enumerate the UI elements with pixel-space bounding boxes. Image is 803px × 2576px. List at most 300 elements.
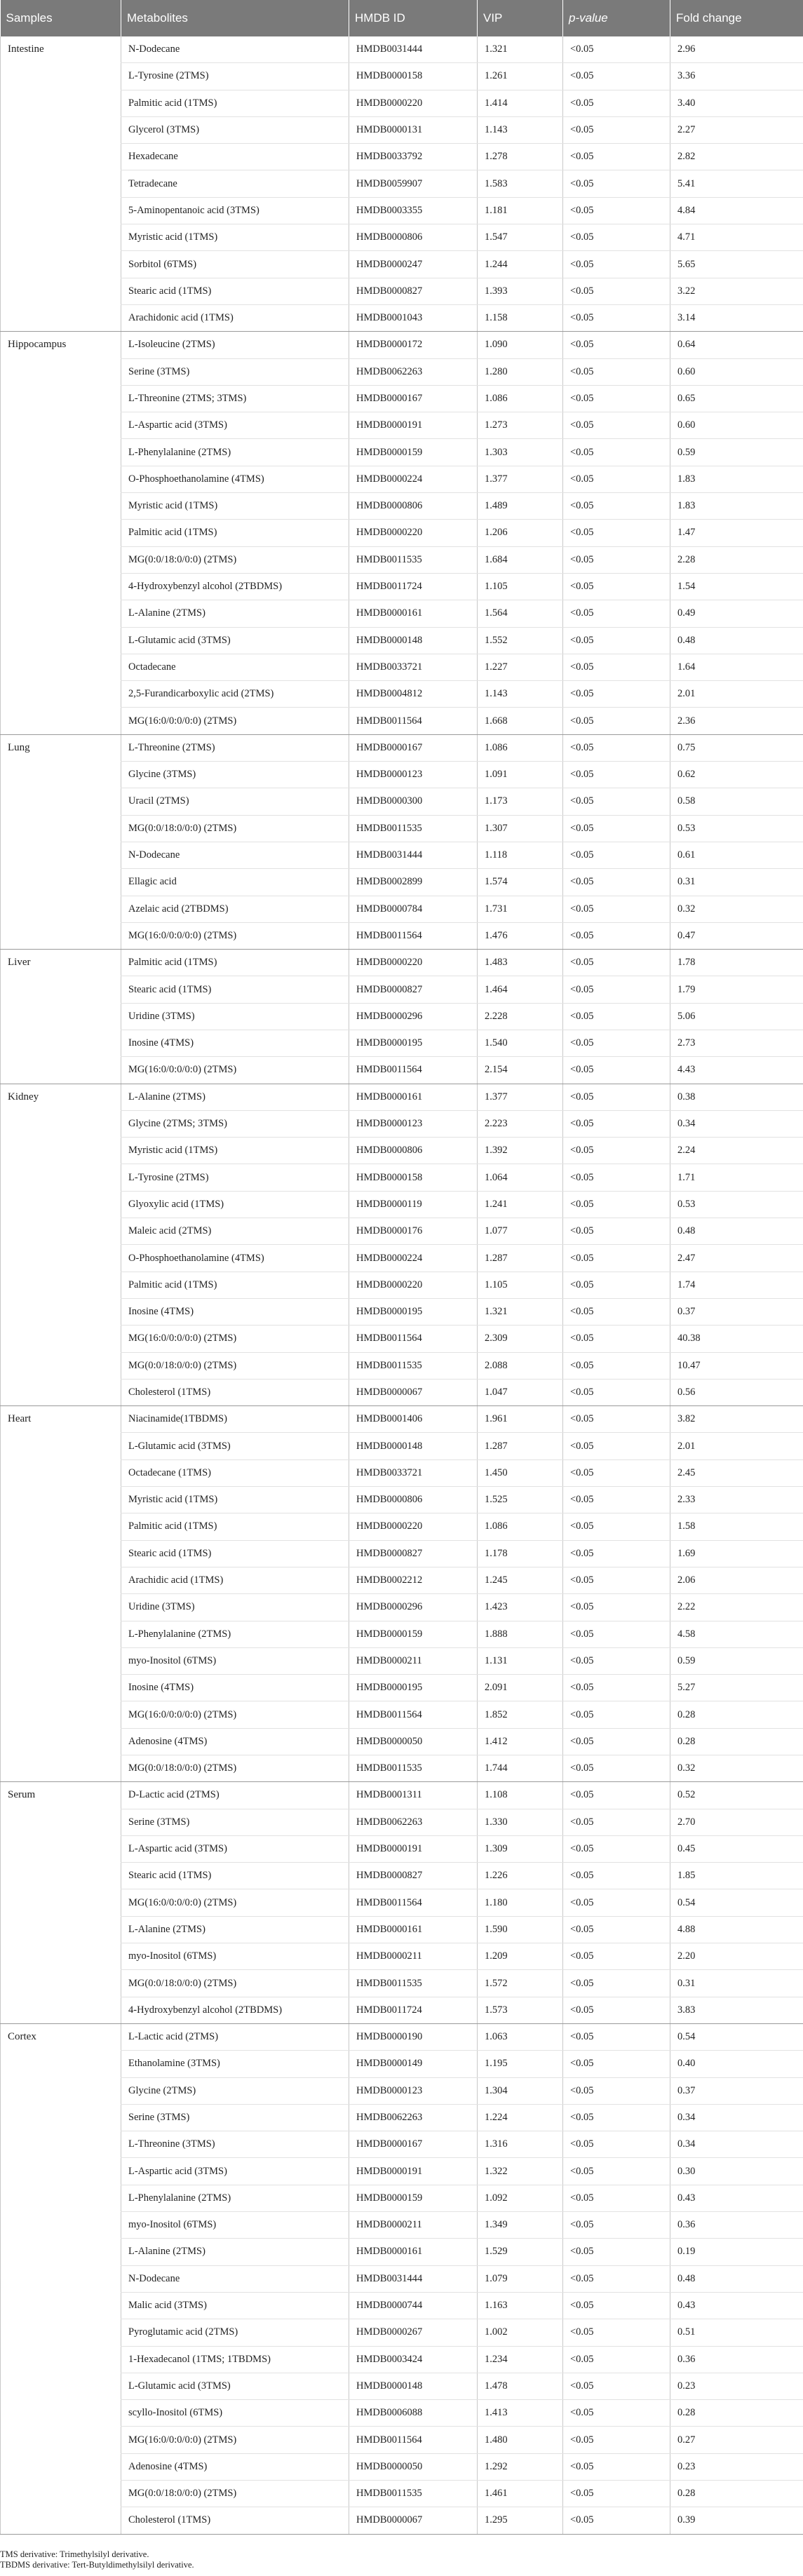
fold-change-cell: 3.82 <box>670 1406 803 1433</box>
p-value-cell: <0.05 <box>563 520 670 546</box>
vip-cell: 1.961 <box>478 1406 563 1433</box>
p-value-cell: <0.05 <box>563 734 670 761</box>
fold-change-cell: 0.59 <box>670 1647 803 1674</box>
table-row <box>1 63 803 90</box>
fold-change-cell: 2.47 <box>670 1245 803 1272</box>
vip-cell: 1.330 <box>478 1809 563 1835</box>
fold-change-cell: 0.53 <box>670 815 803 842</box>
p-value-cell: <0.05 <box>563 1433 670 1459</box>
metabolite-cell: N-Dodecane <box>121 2265 349 2292</box>
metabolite-cell: Stearic acid (1TMS) <box>121 1863 349 1889</box>
p-value-cell: <0.05 <box>563 815 670 842</box>
metabolite-cell: myo-Inositol (6TMS) <box>121 1943 349 1970</box>
fold-change-cell: 0.60 <box>670 358 803 385</box>
table-row <box>1 573 803 600</box>
p-value-cell: <0.05 <box>563 2104 670 2131</box>
fold-change-cell: 4.43 <box>670 1057 803 1084</box>
p-value-cell: <0.05 <box>563 1406 670 1433</box>
fold-change-cell: 0.27 <box>670 2427 803 2453</box>
header-samples: Samples <box>1 0 121 36</box>
metabolite-cell: Palmitic acid (1TMS) <box>121 90 349 116</box>
fold-change-cell: 0.53 <box>670 1191 803 1218</box>
hmdb-id-cell: HMDB0001311 <box>349 1782 478 1809</box>
fold-change-cell: 0.28 <box>670 1701 803 1728</box>
vip-cell: 1.261 <box>478 63 563 90</box>
metabolite-cell: D-Lactic acid (2TMS) <box>121 1782 349 1809</box>
footnotes <box>0 2549 194 2570</box>
hmdb-id-cell: HMDB0000148 <box>349 2373 478 2399</box>
fold-change-cell: 0.36 <box>670 2346 803 2373</box>
metabolite-cell: Myristic acid (1TMS) <box>121 1487 349 1513</box>
sample-cell: Heart <box>1 1406 121 1782</box>
header-p-value: p-value <box>563 0 670 36</box>
metabolite-cell: L-Threonine (2TMS) <box>121 734 349 761</box>
table-row <box>1 332 803 358</box>
table-row <box>1 1567 803 1593</box>
fold-change-cell: 0.52 <box>670 1782 803 1809</box>
table-row <box>1 1406 803 1433</box>
sample-cell: Liver <box>1 950 121 1084</box>
hmdb-id-cell: HMDB0000167 <box>349 734 478 761</box>
fold-change-cell: 0.40 <box>670 2051 803 2077</box>
vip-cell: 1.744 <box>478 1755 563 1782</box>
fold-change-cell: 40.38 <box>670 1326 803 1352</box>
metabolite-cell: Cholesterol (1TMS) <box>121 1379 349 1405</box>
table-row <box>1 1218 803 1245</box>
header-vip: VIP <box>478 0 563 36</box>
fold-change-cell: 2.70 <box>670 1809 803 1835</box>
fold-change-cell: 2.24 <box>670 1138 803 1164</box>
hmdb-id-cell: HMDB0000149 <box>349 2051 478 2077</box>
fold-change-cell: 1.69 <box>670 1540 803 1567</box>
p-value-cell: <0.05 <box>563 1487 670 1513</box>
fold-change-cell: 0.37 <box>670 2077 803 2104</box>
table-row <box>1 2212 803 2239</box>
metabolite-cell: Arachidic acid (1TMS) <box>121 1567 349 1593</box>
hmdb-id-cell: HMDB0011535 <box>349 2481 478 2507</box>
vip-cell: 1.489 <box>478 493 563 520</box>
metabolite-cell: Arachidonic acid (1TMS) <box>121 304 349 331</box>
table-row <box>1 2400 803 2427</box>
fold-change-cell: 1.71 <box>670 1164 803 1191</box>
metabolite-cell: L-Glutamic acid (3TMS) <box>121 2373 349 2399</box>
hmdb-id-cell: HMDB0000220 <box>349 1272 478 1298</box>
table-row <box>1 842 803 868</box>
vip-cell: 1.105 <box>478 573 563 600</box>
vip-cell: 1.245 <box>478 1567 563 1593</box>
p-value-cell: <0.05 <box>563 2077 670 2104</box>
p-value-cell: <0.05 <box>563 1540 670 1567</box>
metabolite-cell: Glycine (2TMS) <box>121 2077 349 2104</box>
fold-change-cell: 2.28 <box>670 546 803 573</box>
fold-change-cell: 2.36 <box>670 708 803 734</box>
p-value-cell: <0.05 <box>563 1272 670 1298</box>
fold-change-cell: 0.64 <box>670 332 803 358</box>
hmdb-id-cell: HMDB0002899 <box>349 869 478 896</box>
hmdb-id-cell: HMDB0000220 <box>349 90 478 116</box>
vip-cell: 1.668 <box>478 708 563 734</box>
table-row <box>1 1326 803 1352</box>
hmdb-id-cell: HMDB0000191 <box>349 2158 478 2185</box>
table-body <box>1 36 803 2534</box>
metabolite-cell: MG(0:0/18:0/0:0) (2TMS) <box>121 1755 349 1782</box>
table-row <box>1 493 803 520</box>
vip-cell: 2.154 <box>478 1057 563 1084</box>
vip-cell: 1.047 <box>478 1379 563 1405</box>
sample-cell: Cortex <box>1 2023 121 2534</box>
vip-cell: 1.091 <box>478 762 563 788</box>
fold-change-cell: 2.20 <box>670 1943 803 1970</box>
p-value-cell: <0.05 <box>563 2185 670 2211</box>
table-row <box>1 1809 803 1835</box>
fold-change-cell: 0.32 <box>670 1755 803 1782</box>
p-value-cell: <0.05 <box>563 842 670 868</box>
metabolite-cell: L-Aspartic acid (3TMS) <box>121 1835 349 1862</box>
table-row <box>1 2023 803 2050</box>
vip-cell: 1.392 <box>478 1138 563 1164</box>
table-row <box>1 36 803 63</box>
fold-change-cell: 1.78 <box>670 950 803 976</box>
p-value-cell: <0.05 <box>563 1003 670 1030</box>
metabolite-cell: Inosine (4TMS) <box>121 1030 349 1056</box>
table-row <box>1 385 803 412</box>
metabolite-cell: Glyoxylic acid (1TMS) <box>121 1191 349 1218</box>
fold-change-cell: 0.34 <box>670 2131 803 2158</box>
hmdb-id-cell: HMDB0000191 <box>349 412 478 439</box>
hmdb-id-cell: HMDB0000191 <box>349 1835 478 1862</box>
metabolite-cell: MG(0:0/18:0/0:0) (2TMS) <box>121 546 349 573</box>
fold-change-cell: 0.75 <box>670 734 803 761</box>
hmdb-id-cell: HMDB0003424 <box>349 2346 478 2373</box>
table-row <box>1 1701 803 1728</box>
fold-change-cell: 2.01 <box>670 1433 803 1459</box>
table-row <box>1 2265 803 2292</box>
p-value-cell: <0.05 <box>563 1728 670 1755</box>
p-value-cell: <0.05 <box>563 1057 670 1084</box>
vip-cell: 1.303 <box>478 439 563 466</box>
vip-cell: 1.888 <box>478 1621 563 1647</box>
p-value-cell: <0.05 <box>563 2319 670 2346</box>
metabolite-cell: L-Tyrosine (2TMS) <box>121 1164 349 1191</box>
metabolite-cell: Inosine (4TMS) <box>121 1675 349 1701</box>
p-value-cell: <0.05 <box>563 708 670 734</box>
table-row <box>1 1433 803 1459</box>
p-value-cell: <0.05 <box>563 2265 670 2292</box>
metabolite-cell: Uridine (3TMS) <box>121 1594 349 1621</box>
vip-cell: 1.079 <box>478 2265 563 2292</box>
metabolite-cell: N-Dodecane <box>121 36 349 63</box>
p-value-cell: <0.05 <box>563 573 670 600</box>
p-value-cell: <0.05 <box>563 144 670 170</box>
p-value-cell: <0.05 <box>563 1835 670 1862</box>
vip-cell: 1.412 <box>478 1728 563 1755</box>
fold-change-cell: 0.31 <box>670 1970 803 1997</box>
hmdb-id-cell: HMDB0000172 <box>349 332 478 358</box>
fold-change-cell: 0.51 <box>670 2319 803 2346</box>
hmdb-id-cell: HMDB0062263 <box>349 2104 478 2131</box>
p-value-cell: <0.05 <box>563 2346 670 2373</box>
metabolite-cell: O-Phosphoethanolamine (4TMS) <box>121 466 349 492</box>
p-value-cell: <0.05 <box>563 654 670 680</box>
hmdb-id-cell: HMDB0004812 <box>349 681 478 708</box>
vip-cell: 1.292 <box>478 2453 563 2480</box>
vip-cell: 1.086 <box>478 1513 563 1540</box>
p-value-cell: <0.05 <box>563 385 670 412</box>
metabolite-cell: L-Aspartic acid (3TMS) <box>121 2158 349 2185</box>
vip-cell: 1.309 <box>478 1835 563 1862</box>
metabolite-cell: L-Threonine (2TMS; 3TMS) <box>121 385 349 412</box>
metabolite-cell: Sorbitol (6TMS) <box>121 251 349 278</box>
vip-cell: 1.525 <box>478 1487 563 1513</box>
vip-cell: 1.349 <box>478 2212 563 2239</box>
vip-cell: 1.476 <box>478 922 563 949</box>
fold-change-cell: 0.36 <box>670 2212 803 2239</box>
hmdb-id-cell: HMDB0000167 <box>349 385 478 412</box>
table-row <box>1 170 803 197</box>
fold-change-cell: 3.40 <box>670 90 803 116</box>
table-row <box>1 627 803 654</box>
hmdb-id-cell: HMDB0000195 <box>349 1298 478 1325</box>
hmdb-id-cell: HMDB0000119 <box>349 1191 478 1218</box>
vip-cell: 1.143 <box>478 116 563 143</box>
table-row <box>1 2373 803 2399</box>
hmdb-id-cell: HMDB0000161 <box>349 1084 478 1110</box>
p-value-cell: <0.05 <box>563 546 670 573</box>
table-row <box>1 251 803 278</box>
table-row <box>1 304 803 331</box>
metabolite-cell: Ethanolamine (3TMS) <box>121 2051 349 2077</box>
table-row <box>1 2185 803 2211</box>
fold-change-cell: 4.84 <box>670 197 803 224</box>
metabolite-cell: L-Alanine (2TMS) <box>121 1916 349 1943</box>
fold-change-cell: 0.28 <box>670 1728 803 1755</box>
p-value-cell: <0.05 <box>563 412 670 439</box>
fold-change-cell: 2.27 <box>670 116 803 143</box>
vip-cell: 1.377 <box>478 466 563 492</box>
fold-change-cell: 0.38 <box>670 1084 803 1110</box>
table-row <box>1 762 803 788</box>
hmdb-id-cell: HMDB0011564 <box>349 1326 478 1352</box>
metabolite-cell: Hexadecane <box>121 144 349 170</box>
table-row <box>1 90 803 116</box>
p-value-cell: <0.05 <box>563 2427 670 2453</box>
table-row <box>1 950 803 976</box>
metabolite-cell: Malic acid (3TMS) <box>121 2292 349 2319</box>
p-value-cell: <0.05 <box>563 1594 670 1621</box>
p-value-cell: <0.05 <box>563 1889 670 1916</box>
metabolite-cell: L-Alanine (2TMS) <box>121 2239 349 2265</box>
table-row <box>1 815 803 842</box>
metabolite-cell: MG(16:0/0:0/0:0) (2TMS) <box>121 922 349 949</box>
p-value-cell: <0.05 <box>563 332 670 358</box>
vip-cell: 2.309 <box>478 1326 563 1352</box>
hmdb-id-cell: HMDB0000148 <box>349 1433 478 1459</box>
table-row <box>1 1889 803 1916</box>
table-row <box>1 1863 803 1889</box>
vip-cell: 1.206 <box>478 520 563 546</box>
metabolite-cell: 4-Hydroxybenzyl alcohol (2TBDMS) <box>121 573 349 600</box>
header-row <box>1 0 803 36</box>
table-row <box>1 734 803 761</box>
p-value-cell: <0.05 <box>563 2400 670 2427</box>
table-row <box>1 1245 803 1272</box>
hmdb-id-cell: HMDB0011535 <box>349 1755 478 1782</box>
vip-cell: 1.195 <box>478 2051 563 2077</box>
p-value-cell: <0.05 <box>563 224 670 251</box>
fold-change-cell: 5.27 <box>670 1675 803 1701</box>
metabolite-cell: L-Tyrosine (2TMS) <box>121 63 349 90</box>
p-value-cell: <0.05 <box>563 358 670 385</box>
vip-cell: 1.316 <box>478 2131 563 2158</box>
table-row <box>1 2131 803 2158</box>
metabolite-cell: MG(16:0/0:0/0:0) (2TMS) <box>121 1057 349 1084</box>
table-row <box>1 2239 803 2265</box>
hmdb-id-cell: HMDB0002212 <box>349 1567 478 1593</box>
fold-change-cell: 0.39 <box>670 2507 803 2534</box>
fold-change-cell: 3.83 <box>670 1997 803 2023</box>
table-row <box>1 1057 803 1084</box>
vip-cell: 1.280 <box>478 358 563 385</box>
vip-cell: 1.573 <box>478 1997 563 2023</box>
table-row <box>1 1513 803 1540</box>
hmdb-id-cell: HMDB0000784 <box>349 896 478 922</box>
vip-cell: 2.088 <box>478 1352 563 1379</box>
vip-cell: 1.063 <box>478 2023 563 2050</box>
fold-change-cell: 0.49 <box>670 600 803 627</box>
vip-cell: 1.480 <box>478 2427 563 2453</box>
table-row <box>1 1970 803 1997</box>
fold-change-cell: 1.74 <box>670 1272 803 1298</box>
metabolite-cell: L-Phenylalanine (2TMS) <box>121 1621 349 1647</box>
hmdb-id-cell: HMDB0011535 <box>349 1970 478 1997</box>
table-row <box>1 1594 803 1621</box>
metabolite-cell: L-Threonine (3TMS) <box>121 2131 349 2158</box>
p-value-cell: <0.05 <box>563 2023 670 2050</box>
metabolite-cell: Octadecane <box>121 654 349 680</box>
vip-cell: 1.852 <box>478 1701 563 1728</box>
metabolite-cell: L-Phenylalanine (2TMS) <box>121 2185 349 2211</box>
p-value-cell: <0.05 <box>563 170 670 197</box>
hmdb-id-cell: HMDB0033792 <box>349 144 478 170</box>
table-row <box>1 1675 803 1701</box>
vip-cell: 1.307 <box>478 815 563 842</box>
fold-change-cell: 0.61 <box>670 842 803 868</box>
fold-change-cell: 4.71 <box>670 224 803 251</box>
vip-cell: 1.180 <box>478 1889 563 1916</box>
p-value-cell: <0.05 <box>563 1459 670 1486</box>
fold-change-cell: 0.31 <box>670 869 803 896</box>
p-value-cell: <0.05 <box>563 976 670 1003</box>
metabolite-cell: 2,5-Furandicarboxylic acid (2TMS) <box>121 681 349 708</box>
hmdb-id-cell: HMDB0000224 <box>349 466 478 492</box>
p-value-cell: <0.05 <box>563 762 670 788</box>
metabolite-cell: Myristic acid (1TMS) <box>121 224 349 251</box>
table-row <box>1 1835 803 1862</box>
fold-change-cell: 0.34 <box>670 2104 803 2131</box>
table-row <box>1 1755 803 1782</box>
table-row <box>1 412 803 439</box>
fold-change-cell: 2.73 <box>670 1030 803 1056</box>
p-value-cell: <0.05 <box>563 278 670 304</box>
vip-cell: 1.552 <box>478 627 563 654</box>
hmdb-id-cell: HMDB0000806 <box>349 1138 478 1164</box>
vip-cell: 1.540 <box>478 1030 563 1056</box>
fold-change-cell: 0.58 <box>670 788 803 815</box>
hmdb-id-cell: HMDB0000123 <box>349 762 478 788</box>
fold-change-cell: 5.65 <box>670 251 803 278</box>
p-value-cell: <0.05 <box>563 2507 670 2534</box>
metabolite-cell: Inosine (4TMS) <box>121 1298 349 1325</box>
p-value-cell: <0.05 <box>563 116 670 143</box>
vip-cell: 1.227 <box>478 654 563 680</box>
table-row <box>1 1540 803 1567</box>
p-value-cell: <0.05 <box>563 2212 670 2239</box>
hmdb-id-cell: HMDB0000220 <box>349 1513 478 1540</box>
hmdb-id-cell: HMDB0000744 <box>349 2292 478 2319</box>
fold-change-cell: 0.54 <box>670 1889 803 1916</box>
table-row <box>1 197 803 224</box>
p-value-cell: <0.05 <box>563 1084 670 1110</box>
vip-cell: 2.223 <box>478 1110 563 1137</box>
table-row <box>1 2346 803 2373</box>
p-value-cell: <0.05 <box>563 788 670 815</box>
metabolite-cell: Glycerol (3TMS) <box>121 116 349 143</box>
fold-change-cell: 0.62 <box>670 762 803 788</box>
hmdb-id-cell: HMDB0000158 <box>349 63 478 90</box>
p-value-cell: <0.05 <box>563 493 670 520</box>
vip-cell: 1.295 <box>478 2507 563 2534</box>
fold-change-cell: 2.82 <box>670 144 803 170</box>
hmdb-id-cell: HMDB0000827 <box>349 976 478 1003</box>
fold-change-cell: 0.47 <box>670 922 803 949</box>
p-value-cell: <0.05 <box>563 439 670 466</box>
table-row <box>1 2292 803 2319</box>
table-row <box>1 1298 803 1325</box>
table-row <box>1 2507 803 2534</box>
table-row <box>1 1003 803 1030</box>
vip-cell: 1.234 <box>478 2346 563 2373</box>
metabolite-cell: Glycine (2TMS; 3TMS) <box>121 1110 349 1137</box>
table-row <box>1 224 803 251</box>
fold-change-cell: 4.88 <box>670 1916 803 1943</box>
hmdb-id-cell: HMDB0000827 <box>349 1863 478 1889</box>
hmdb-id-cell: HMDB0000131 <box>349 116 478 143</box>
table-row <box>1 439 803 466</box>
table-row <box>1 2427 803 2453</box>
hmdb-id-cell: HMDB0000211 <box>349 2212 478 2239</box>
p-value-cell: <0.05 <box>563 1326 670 1352</box>
metabolite-cell: Palmitic acid (1TMS) <box>121 520 349 546</box>
metabolite-cell: O-Phosphoethanolamine (4TMS) <box>121 1245 349 1272</box>
hmdb-id-cell: HMDB0000211 <box>349 1943 478 1970</box>
metabolite-cell: Adenosine (4TMS) <box>121 1728 349 1755</box>
p-value-cell: <0.05 <box>563 1755 670 1782</box>
vip-cell: 1.322 <box>478 2158 563 2185</box>
p-value-cell: <0.05 <box>563 2292 670 2319</box>
p-value-cell: <0.05 <box>563 1164 670 1191</box>
p-value-cell: <0.05 <box>563 1997 670 2023</box>
hmdb-id-cell: HMDB0000195 <box>349 1675 478 1701</box>
table-row <box>1 896 803 922</box>
fold-change-cell: 0.56 <box>670 1379 803 1405</box>
metabolite-cell: Palmitic acid (1TMS) <box>121 1513 349 1540</box>
metabolite-cell: Uracil (2TMS) <box>121 788 349 815</box>
hmdb-id-cell: HMDB0000190 <box>349 2023 478 2050</box>
table-row <box>1 2319 803 2346</box>
metabolite-cell: L-Alanine (2TMS) <box>121 1084 349 1110</box>
p-value-cell: <0.05 <box>563 304 670 331</box>
vip-cell: 1.108 <box>478 1782 563 1809</box>
